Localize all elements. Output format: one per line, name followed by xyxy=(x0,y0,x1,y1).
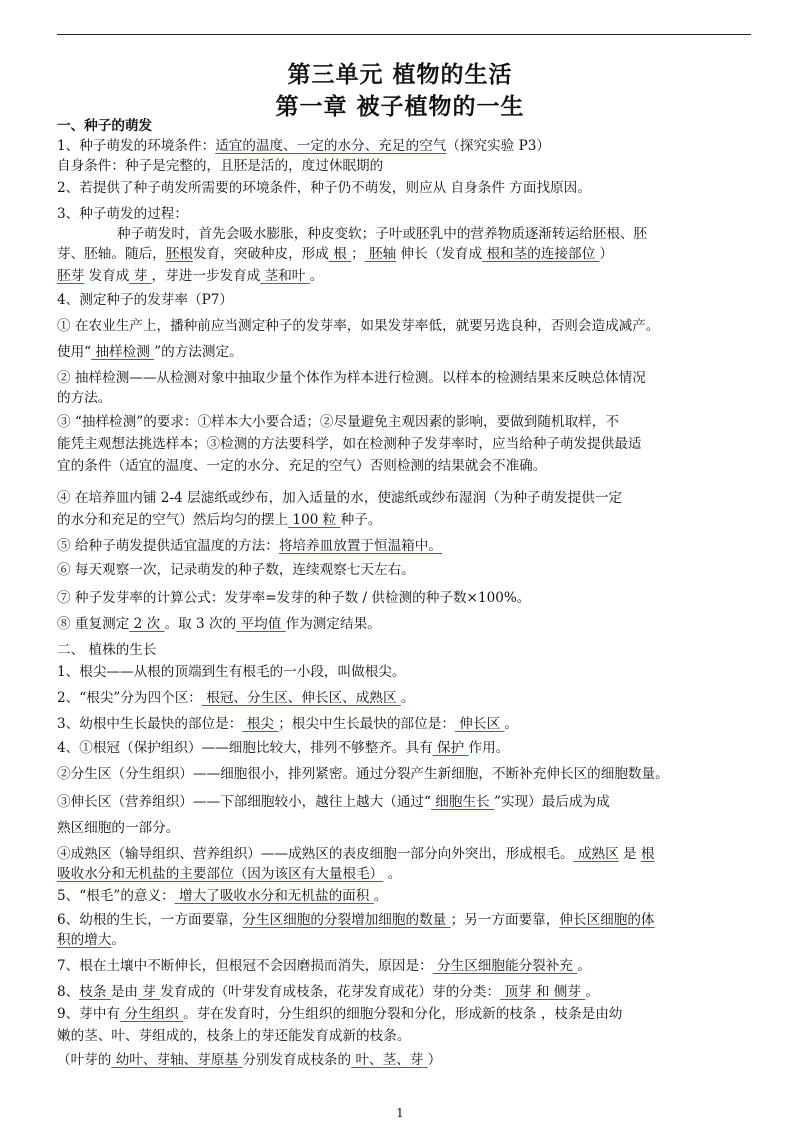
line-text: ”的方法测定。 xyxy=(154,344,243,360)
line-text: 熟区细胞的一部分。 xyxy=(57,820,180,836)
text-line xyxy=(57,984,757,1001)
line-text: ⑧ 重复测定 xyxy=(57,616,130,632)
text-line xyxy=(57,958,757,975)
line-text: ； xyxy=(351,246,365,262)
text-line xyxy=(57,490,757,507)
line-text: 二、 植株的生长 xyxy=(57,642,157,658)
line-text: 1、种子萌发的环境条件： xyxy=(57,138,216,154)
answer-text: 幼叶、芽轴、芽原基 xyxy=(111,1052,243,1068)
line-text: 。 xyxy=(373,888,388,904)
answer-text: 积的增大 xyxy=(57,932,112,948)
text-line xyxy=(57,206,757,223)
line-text: ；另一方面要靠， xyxy=(450,912,560,928)
line-text: ④成熟区（输导组织、营养组织）——成熟区的表皮细胞一部分向外突出，形成根毛。 xyxy=(57,846,574,862)
line-text: ） xyxy=(599,246,614,262)
text-line xyxy=(57,1052,757,1069)
text-line xyxy=(57,246,757,263)
line-text: ②分生区（分生组织）——细胞很小，排列紧密。通过分裂产生新细胞，不断补充伸长区的细胞数量。 xyxy=(57,766,669,782)
answer-text: 根尖 xyxy=(242,716,279,732)
answer-text: 抽样检测 xyxy=(91,344,155,360)
answer-text: 100 粒 xyxy=(288,512,341,528)
line-text: 。芽在发育时，分生组织的细胞分裂和分化，形成新的枝条 ，枝条是由幼 xyxy=(183,1006,623,1022)
line-text: 伸长（发育成 xyxy=(396,246,483,262)
line-text: 3、幼根中生长最快的部位是： xyxy=(57,716,243,732)
answer-text: 茎和叶 xyxy=(260,268,310,284)
text-line xyxy=(57,292,757,309)
text-line xyxy=(57,766,757,783)
line-text: ⑦ 种子发芽率的计算公式：发芽率=发芽的种子数 / 供检测的种子数×100%。 xyxy=(57,590,531,606)
text-line xyxy=(57,180,757,197)
answer-text: 平均值 xyxy=(236,616,286,632)
text-line xyxy=(57,538,757,555)
text-line xyxy=(57,458,757,475)
text-line xyxy=(57,820,757,837)
line-text: 是 xyxy=(618,846,641,862)
text-line xyxy=(57,158,757,175)
line-text: ；根尖中生长最快的部位是： xyxy=(278,716,455,732)
text-line xyxy=(57,866,757,883)
line-text: 宜的条件（适宜的温度、一定的水分、充足的空气）否则检测的结果就会不准确。 xyxy=(57,458,547,474)
line-text: 。 xyxy=(383,866,402,882)
line-text: 一、种子的萌发 xyxy=(57,118,153,134)
line-text: ”实现）最后成为成 xyxy=(494,794,610,810)
answer-text: 胚根 xyxy=(165,246,193,262)
answer-text: 芽 xyxy=(129,268,152,284)
line-text: 种子萌发时，首先会吸水膨胀，种皮变软；子叶或胚乳中的营养物质逐渐转运给胚根、胚 xyxy=(117,226,648,242)
line-text: ③伸长区（营养组织）——下部细胞较小，越往上越大（通过“ xyxy=(57,794,431,810)
line-text: ④ 在培养皿内铺 2-4 层滤纸或纱布，加入适量的水，使滤纸或纱布湿润（为种子萌发提供一定 xyxy=(57,490,623,506)
answer-text: 根冠、分生区、伸长区、成熟区 xyxy=(201,690,401,706)
text-line xyxy=(57,616,757,633)
text-line xyxy=(57,138,757,155)
header-rule xyxy=(57,34,751,35)
line-text: 2、“根尖”分为四个区： xyxy=(57,690,202,706)
line-text: 4、①根冠（保护组织）——细胞比较大，排列不够整齐。具有 xyxy=(57,740,433,756)
unit-title: 第三单元 植物的生活 xyxy=(287,62,513,88)
text-line xyxy=(57,344,757,361)
line-text: 是由 xyxy=(110,984,138,1000)
line-text: （探究实验 P3） xyxy=(446,138,550,154)
text-line xyxy=(57,846,757,863)
answer-text: 吸收水分和无机盐的主要部位（因为该区有大量根毛） xyxy=(57,866,384,882)
answer-text: 伸长区细胞的体 xyxy=(559,912,655,928)
line-text: ① 在农业生产上，播种前应当测定种子的发芽率，如果发芽率低，就要另选良种，否则会造成减产。 xyxy=(57,318,660,334)
answer-text: 芽 xyxy=(137,984,161,1000)
line-text: 。 xyxy=(585,984,599,1000)
line-text: 发育成 xyxy=(84,268,130,284)
line-text: 。 xyxy=(400,690,415,706)
line-text: 分别发育成枝条的 xyxy=(242,1052,352,1068)
page-number: 1 xyxy=(396,1106,404,1120)
answer-text: 细胞生长 xyxy=(430,794,495,810)
line-text: 。 xyxy=(309,268,324,284)
answer-text: 根 xyxy=(328,246,352,262)
line-text: 芽、胚轴。随后， xyxy=(57,246,166,262)
line-text: 9、芽中有 xyxy=(57,1006,121,1022)
text-line xyxy=(57,512,757,529)
line-text: 发育，突破种皮，形成 xyxy=(192,246,329,262)
answer-text: 根和茎的连接部位 xyxy=(482,246,600,262)
answer-text: 分生区细胞的分裂增加细胞的数量 xyxy=(242,912,451,928)
answer-text: 保护 xyxy=(432,740,469,756)
line-text: 。 xyxy=(577,958,591,974)
text-line xyxy=(57,690,757,707)
answer-text: 2 次 xyxy=(129,616,165,632)
answer-text: 胚芽 xyxy=(57,268,85,284)
line-text: 1、根尖——从根的顶端到生有根毛的一小段，叫做根尖。 xyxy=(57,664,406,680)
text-line xyxy=(57,390,757,407)
answer-text: 伸长区 xyxy=(454,716,505,732)
line-text: 的方法。 xyxy=(57,390,112,406)
text-line xyxy=(57,888,757,905)
line-text: ⑥ 每天观察一次，记录萌发的种子数，连续观察七天左右。 xyxy=(57,562,415,578)
text-line xyxy=(57,1028,757,1045)
answer-text: 胚轴 xyxy=(364,246,397,262)
text-line xyxy=(57,794,757,811)
line-text: 嫩的茎、叶、芽组成的，枝条上的芽还能发育成新的枝条。 xyxy=(57,1028,411,1044)
answer-text: 分生组织 xyxy=(120,1006,184,1022)
text-line xyxy=(57,118,757,135)
text-line xyxy=(57,716,757,733)
line-text: 发育成的（叶芽发育成枝条，花芽发育成花）芽的分类： xyxy=(160,984,501,1000)
line-text: 。 xyxy=(111,932,125,948)
line-text: ③ “抽样检测”的要求：①样本大小要合适；②尽量避免主观因素的影响，要做到随机取样，不 xyxy=(57,414,619,430)
answer-text: 根 xyxy=(640,846,655,862)
line-text: 6、幼根的生长，一方面要靠， xyxy=(57,912,243,928)
text-line xyxy=(57,590,757,607)
text-line xyxy=(57,562,757,579)
text-line xyxy=(57,932,757,949)
line-text: 。 xyxy=(504,716,518,732)
text-line xyxy=(57,740,757,757)
answer-text: 将培养皿放置于恒温箱中。 xyxy=(278,538,442,554)
line-text: 作用。 xyxy=(468,740,510,756)
text-line xyxy=(57,226,800,243)
answer-text: 适宜的温度、一定的水分、充足的空气 xyxy=(215,138,447,154)
answer-text: 顶芽 和 侧芽 xyxy=(500,984,586,1000)
answer-text: 分生区细胞能分裂补充 xyxy=(432,958,578,974)
line-text: （叶芽的 xyxy=(57,1052,112,1068)
text-line xyxy=(57,268,757,285)
line-text: 5、“根毛”的意义： xyxy=(57,888,175,904)
text-line xyxy=(57,370,757,387)
line-text: ） xyxy=(427,1052,442,1068)
line-text: 。取 3 次的 xyxy=(164,616,237,632)
answer-text: 叶、茎、芽 xyxy=(351,1052,428,1068)
line-text: ② 抽样检测——从检测对象中抽取少量个体作为样本进行检测。以样本的检测结果来反映总体情况 xyxy=(57,370,646,386)
text-line xyxy=(57,1006,757,1023)
line-text: 4、测定种子的发芽率（P7） xyxy=(57,292,233,308)
line-text: 8、 xyxy=(57,984,80,1000)
line-text: 使用“ xyxy=(57,344,92,360)
line-text: 能凭主观想法挑选样本；③检测的方法要科学，如在检测种子发芽率时，应当给种子萌发提供最适 xyxy=(57,436,642,452)
line-text: 的水分和充足的空气）然后均匀的摆上 xyxy=(57,512,289,528)
text-line xyxy=(57,318,757,335)
line-text: ⑤ 给种子萌发提供适宜温度的方法： xyxy=(57,538,279,554)
line-text: 作为测定结果。 xyxy=(285,616,381,632)
answer-text: 成熟区 xyxy=(573,846,619,862)
text-line xyxy=(57,436,757,453)
answer-text: 枝条 xyxy=(79,984,111,1000)
text-line xyxy=(57,414,757,431)
line-text: 种子。 xyxy=(340,512,382,528)
line-text: 7、根在土壤中不断伸长，但根冠不会因磨损而消失，原因是： xyxy=(57,958,433,974)
text-line xyxy=(57,912,757,929)
line-text: 2、若提供了种子萌发所需要的环境条件，种子仍不萌发，则应从 自身条件 方面找原因。 xyxy=(57,180,591,196)
chapter-title: 第一章 被子植物的一生 xyxy=(275,94,525,120)
line-text: ，芽进一步发育成 xyxy=(151,268,261,284)
text-line xyxy=(57,664,757,681)
answer-text: 增大了吸收水分和无机盐的面积 xyxy=(174,888,374,904)
text-line xyxy=(57,642,757,659)
line-text: 自身条件：种子是完整的，且胚是活的，度过休眠期的 xyxy=(57,158,384,174)
line-text: 3、种子萌发的过程： xyxy=(57,206,188,222)
